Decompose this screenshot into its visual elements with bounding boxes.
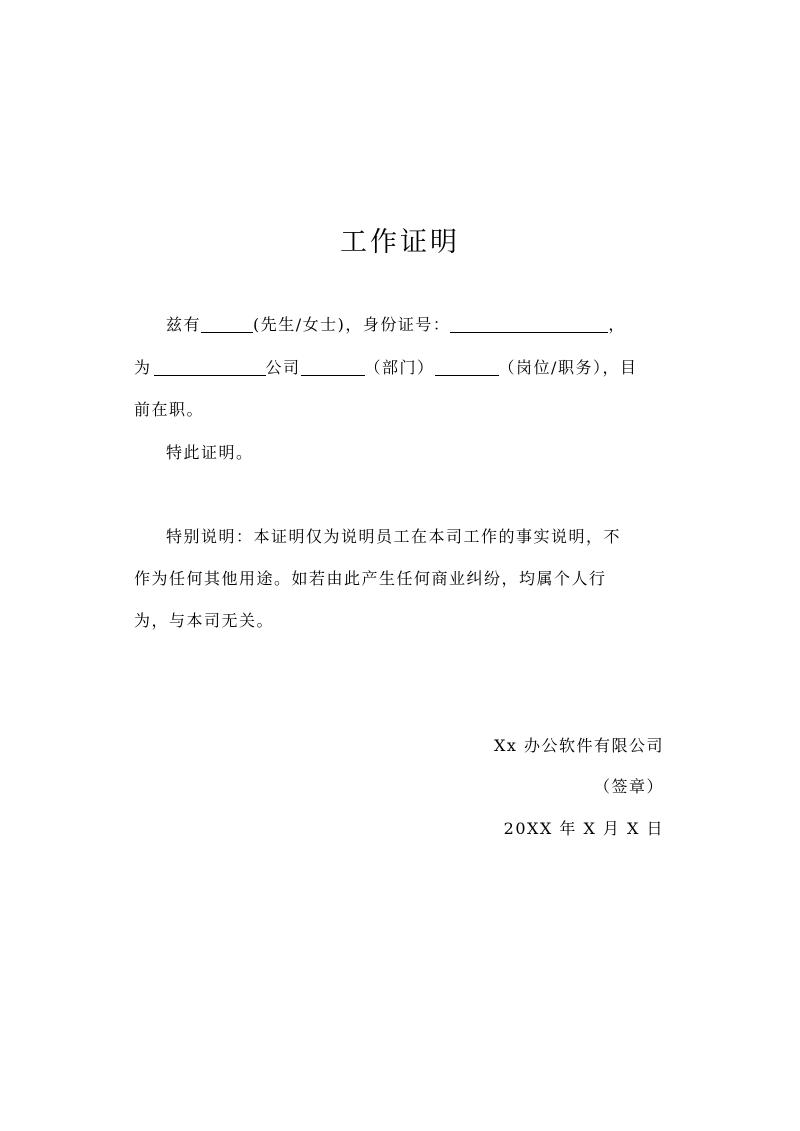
statement-text: （岗位/职务），目 xyxy=(498,358,638,377)
department-blank[interactable] xyxy=(301,357,365,376)
statement-text: （部门） xyxy=(364,358,435,377)
statement-line-1 xyxy=(166,312,626,335)
note-line-1: 特别说明：本证明仅为说明员工在本司工作的事实说明，不 xyxy=(166,527,622,546)
note-line-3: 为，与本司无关。 xyxy=(134,611,275,630)
id-number-blank[interactable] xyxy=(450,314,608,333)
position-blank[interactable] xyxy=(435,357,499,376)
note-line-2: 作为任何其他用途。如若由此产生任何商业纠纷，均属个人行 xyxy=(134,569,607,588)
statement-text: ， xyxy=(608,315,626,334)
name-blank[interactable] xyxy=(201,314,253,333)
company-name: Xx 办公软件有限公司 xyxy=(493,736,664,755)
statement-line-2 xyxy=(134,355,637,378)
company-blank[interactable] xyxy=(154,357,266,376)
statement-text: 兹有 xyxy=(166,315,202,334)
issue-date: 20XX 年 X 月 X 日 xyxy=(503,819,664,838)
document-title: 工作证明 xyxy=(340,227,460,258)
statement-text: 公司 xyxy=(265,358,301,377)
statement-line-3: 前在职。 xyxy=(134,400,205,419)
stamp-label: （签章） xyxy=(593,777,664,796)
special-certification: 特此证明。 xyxy=(166,443,254,462)
statement-text: 为 xyxy=(134,358,152,377)
statement-text: (先生/女士)，身份证号： xyxy=(253,315,451,334)
